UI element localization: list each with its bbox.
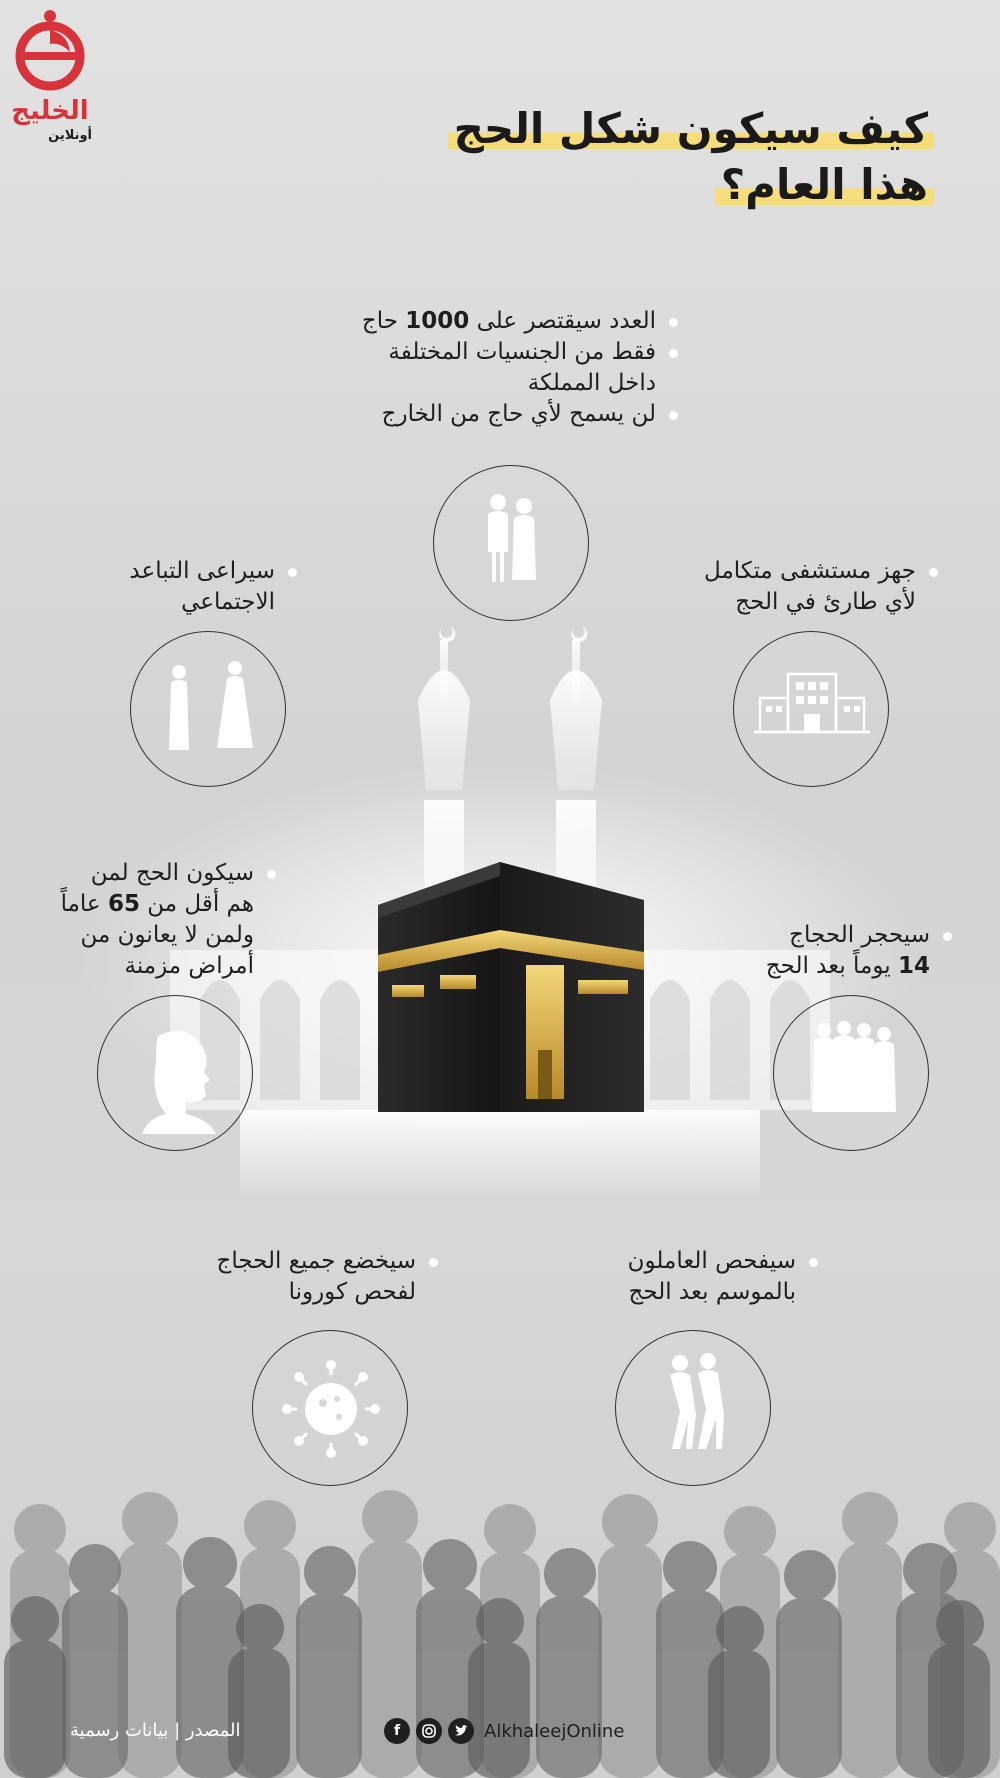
hospital-circle bbox=[733, 631, 889, 787]
count-line-2: فقط من الجنسيات المختلفة bbox=[388, 339, 656, 365]
bullet-no-foreign: لن يسمح لأي حاج من الخارج bbox=[362, 399, 678, 430]
page-title-line-2: هذا العام؟ bbox=[715, 162, 934, 208]
workers-line-2: بالموسم بعد الحج bbox=[628, 1279, 796, 1305]
distancing-icon bbox=[131, 632, 287, 788]
page-title-line-1: كيف سيكون شكل الحج bbox=[448, 106, 934, 152]
hospital-line-2: لأي طارئ في الحج bbox=[735, 589, 916, 615]
pilgrims-icon bbox=[434, 466, 590, 622]
quarantine-line-1: سيحجر الحجاج bbox=[766, 920, 952, 951]
quarantine-line-2: 14 يوماً بعد الحج bbox=[765, 953, 930, 979]
twitter-icon[interactable] bbox=[448, 1718, 474, 1744]
corona-line-2: لفحص كورونا bbox=[288, 1279, 416, 1305]
fact-pilgrim-count bbox=[362, 306, 678, 430]
fact-quarantine bbox=[766, 920, 952, 982]
fact-workers-test bbox=[628, 1246, 818, 1308]
pilgrim-group-icon bbox=[774, 996, 930, 1152]
bullet-count: العدد سيقتصر على 1000 حاج bbox=[362, 306, 678, 337]
distancing-circle bbox=[130, 631, 286, 787]
pilgrims-circle bbox=[433, 465, 589, 621]
corona-line-1: سيخضع جميع الحجاج bbox=[216, 1246, 438, 1277]
virus-icon bbox=[253, 1331, 409, 1487]
age-line-3: ولمن لا يعانون من bbox=[80, 922, 254, 948]
age-circle bbox=[97, 995, 253, 1151]
social-handle[interactable]: AlkhaleejOnline bbox=[484, 1720, 625, 1742]
fact-corona-test bbox=[216, 1246, 438, 1308]
footer-source: المصدر | بيانات رسمية bbox=[70, 1720, 241, 1741]
fact-hospital bbox=[704, 556, 938, 618]
age-line-4: أمراض مزمنة bbox=[124, 953, 254, 979]
distancing-line-2: الاجتماعي bbox=[181, 589, 275, 615]
fact-distancing bbox=[129, 556, 297, 618]
hospital-line-1: جهز مستشفى متكامل bbox=[704, 556, 938, 587]
footer-social bbox=[384, 1716, 624, 1746]
distancing-line-1: سيراعى التباعد bbox=[129, 556, 297, 587]
age-line-1: سيكون الحج لمن bbox=[61, 858, 276, 889]
fact-age-limit bbox=[61, 858, 276, 982]
quarantine-circle bbox=[773, 995, 929, 1151]
brand-name: الخليج bbox=[11, 96, 89, 126]
workers-line-1: سيفحص العاملون bbox=[628, 1246, 818, 1277]
corona-circle bbox=[252, 1330, 408, 1486]
instagram-icon[interactable] bbox=[416, 1718, 442, 1744]
age-line-2: هم أقل من 65 عاماً bbox=[60, 891, 254, 917]
walking-people-icon bbox=[616, 1331, 772, 1487]
facebook-icon[interactable]: f bbox=[384, 1718, 410, 1744]
brand-subtitle: أونلاين bbox=[48, 128, 92, 143]
person-head-icon bbox=[98, 996, 254, 1152]
count-line-3: داخل المملكة bbox=[527, 370, 656, 396]
hospital-icon bbox=[734, 632, 890, 788]
workers-circle bbox=[615, 1330, 771, 1486]
